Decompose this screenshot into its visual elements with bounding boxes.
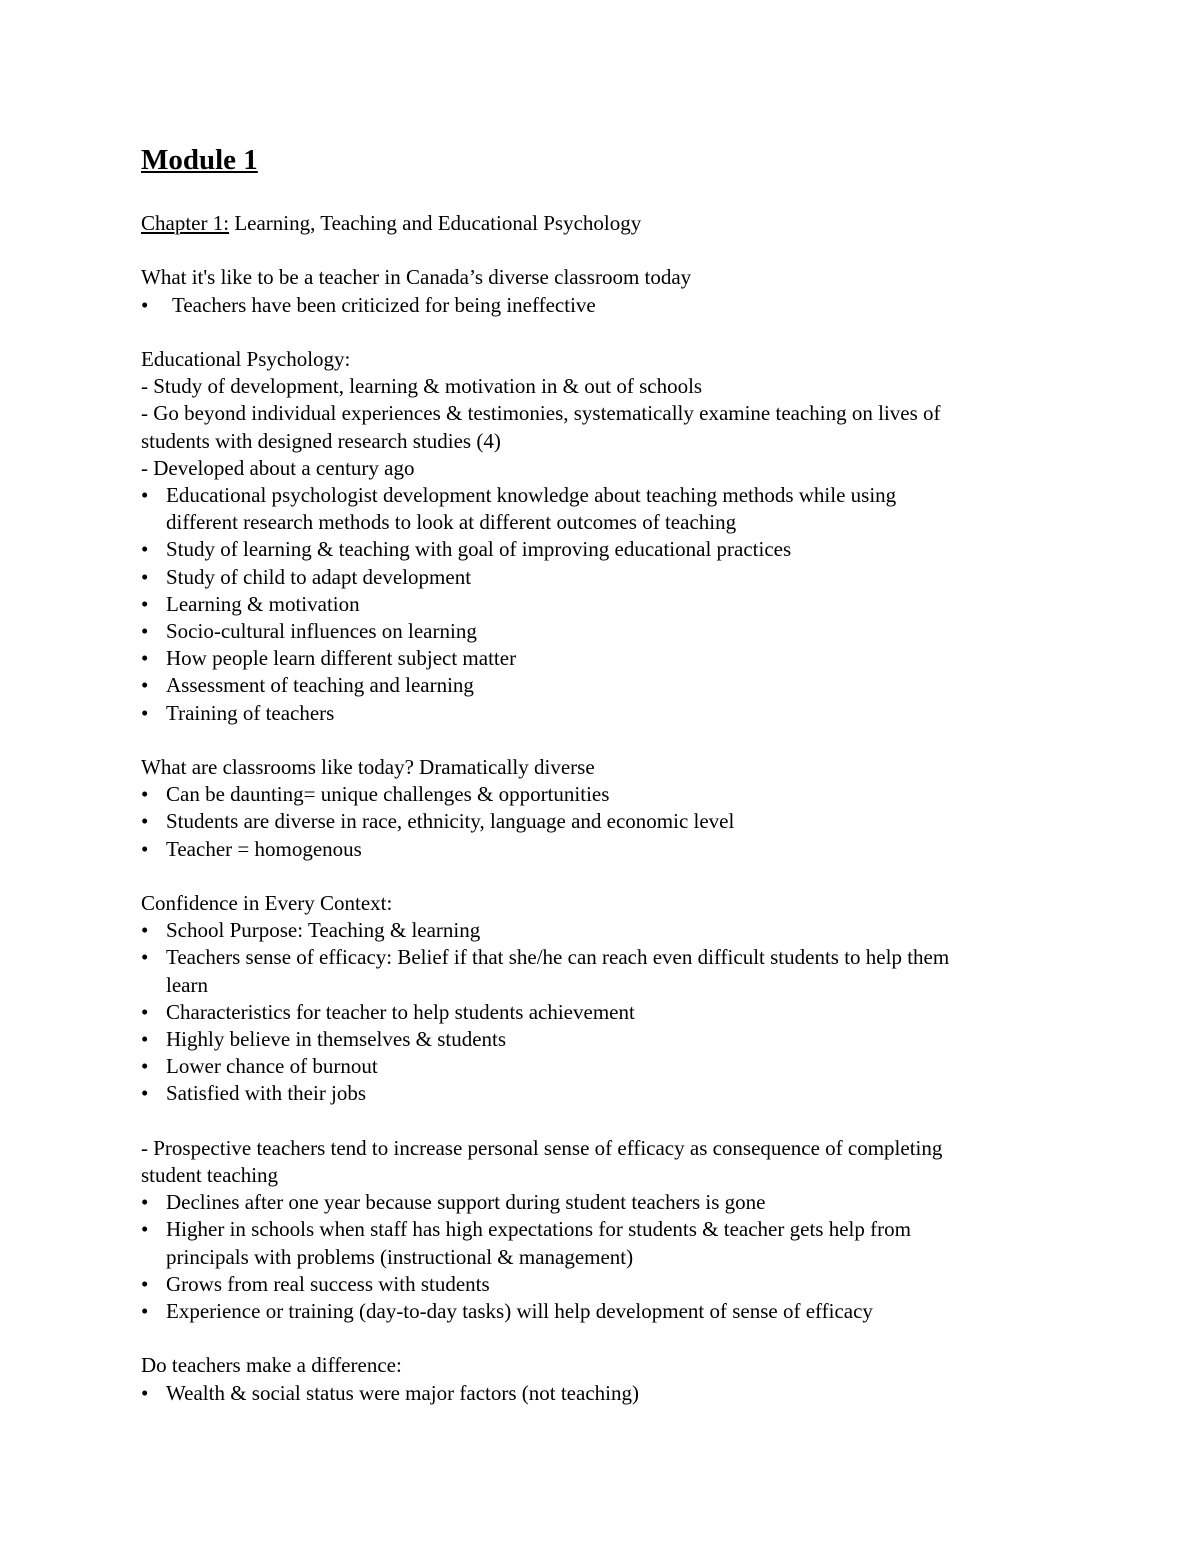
- list-item-text: Assessment of teaching and learning: [166, 673, 474, 698]
- document-body: [141, 140, 1061, 1407]
- list-item: [141, 1189, 1061, 1216]
- list-item-text-continued: different research methods to look at different outcomes of teaching: [166, 510, 737, 535]
- list-item: [141, 700, 1061, 727]
- bullet-icon: •: [141, 537, 149, 562]
- dash-line: - Developed about a century ago: [141, 455, 415, 480]
- bullet-icon: •: [141, 1190, 149, 1215]
- list-item-text: Highly believe in themselves & students: [166, 1027, 507, 1052]
- dash-line: - Study of development, learning & motivation in & out of schools: [141, 374, 703, 399]
- chapter-label: Chapter 1:: [141, 211, 230, 235]
- list-item: [141, 536, 1061, 563]
- list-item: [141, 618, 1061, 645]
- list-item-text: How people learn different subject matter: [166, 646, 517, 671]
- list-item-text: Characteristics for teacher to help students achievement: [166, 999, 635, 1024]
- bullet-icon: •: [141, 619, 149, 644]
- list-item: [141, 645, 1061, 672]
- bullet-icon: •: [141, 809, 149, 834]
- list-item: [141, 1271, 1061, 1298]
- chapter-heading: [141, 210, 1061, 237]
- section-heading-intro: What it's like to be a teacher in Canada’s diverse classroom today: [141, 265, 692, 290]
- list-item-text: Students are diverse in race, ethnicity, language and economic level: [166, 809, 735, 834]
- bullet-icon: •: [141, 782, 149, 807]
- list-item-text: Teachers have been criticized for being ineffective: [172, 292, 596, 317]
- bullet-icon: •: [141, 673, 149, 698]
- list-item: [141, 836, 1061, 863]
- bullet-icon: •: [141, 1299, 149, 1324]
- list-item: [141, 999, 1061, 1026]
- list-item-text: Socio-cultural influences on learning: [166, 619, 477, 644]
- list-item: [141, 1298, 1061, 1325]
- bullet-icon: •: [141, 1027, 149, 1052]
- list-item-text: Lower chance of burnout: [166, 1054, 378, 1079]
- dash-line: - Go beyond individual experiences & testimonies, systematically examine teaching on lives of: [141, 401, 941, 426]
- list-item: [141, 591, 1061, 618]
- list-item-text: Higher in schools when staff has high expectations for students & teacher gets help from: [166, 1217, 911, 1242]
- list-item-text: Satisfied with their jobs: [166, 1081, 367, 1106]
- list-item: [141, 1080, 1061, 1107]
- list-item-text-continued: learn: [166, 972, 208, 997]
- list-item-text: Study of learning & teaching with goal of improving educational practices: [166, 537, 792, 562]
- bullet-icon: •: [141, 1271, 149, 1296]
- list-item-text: Can be daunting= unique challenges & opportunities: [166, 782, 610, 807]
- list-item-text: Declines after one year because support during student teachers is gone: [166, 1190, 766, 1215]
- bullet-icon: •: [141, 292, 149, 317]
- list-item-text: School Purpose: Teaching & learning: [166, 918, 481, 943]
- list-item-text: Wealth & social status were major factors (not teaching): [166, 1380, 639, 1405]
- bullet-icon: •: [141, 836, 149, 861]
- bullet-icon: •: [141, 1081, 149, 1106]
- page-title: Module 1: [141, 144, 258, 176]
- bullet-icon: •: [141, 1380, 149, 1405]
- list-item: [141, 1216, 1061, 1270]
- dash-line: - Prospective teachers tend to increase personal sense of efficacy as consequence of completing: [141, 1135, 943, 1160]
- list-item: [141, 292, 1061, 319]
- list-item: [141, 672, 1061, 699]
- section-heading-difference: Do teachers make a difference:: [141, 1353, 402, 1378]
- list-item: [141, 1026, 1061, 1053]
- list-item: [141, 808, 1061, 835]
- list-item: [141, 944, 1061, 998]
- bullet-icon: •: [141, 483, 149, 507]
- dash-line: students with designed research studies (4): [141, 428, 501, 453]
- list-item: [141, 1380, 1061, 1407]
- bullet-icon: •: [141, 1054, 149, 1079]
- chapter-title: Learning, Teaching and Educational Psychology: [234, 211, 642, 235]
- list-item-text: Grows from real success with students: [166, 1271, 490, 1296]
- list-item-text: Learning & motivation: [166, 591, 360, 616]
- section-heading-edpsych: Educational Psychology:: [141, 346, 351, 371]
- list-item-text: Experience or training (day-to-day tasks) will help development of sense of efficacy: [166, 1299, 873, 1324]
- bullet-icon: •: [141, 1217, 149, 1242]
- list-item-text: Training of teachers: [166, 700, 335, 725]
- list-item: [141, 781, 1061, 808]
- bullet-icon: •: [141, 999, 149, 1024]
- list-item-text: Study of child to adapt development: [166, 564, 472, 589]
- list-item: [141, 482, 1061, 536]
- list-item-text: Teachers sense of efficacy: Belief if that she/he can reach even difficult students to help them: [166, 945, 950, 970]
- list-item-text: Teacher = homogenous: [166, 836, 362, 861]
- list-item: [141, 917, 1061, 944]
- bullet-icon: •: [141, 564, 149, 589]
- list-item-text-continued: principals with problems (instructional & management): [166, 1244, 634, 1269]
- list-item-text: Educational psychologist development knowledge about teaching methods while using: [166, 483, 897, 507]
- bullet-icon: •: [141, 646, 149, 671]
- bullet-icon: •: [141, 945, 149, 970]
- bullet-icon: •: [141, 591, 149, 616]
- bullet-icon: •: [141, 700, 149, 725]
- dash-line-continued: student teaching: [141, 1163, 279, 1188]
- bullet-icon: •: [141, 918, 149, 943]
- section-heading-classrooms: What are classrooms like today? Dramatically diverse: [141, 755, 595, 780]
- list-item: [141, 1053, 1061, 1080]
- section-heading-confidence: Confidence in Every Context:: [141, 891, 393, 916]
- list-item: [141, 564, 1061, 591]
